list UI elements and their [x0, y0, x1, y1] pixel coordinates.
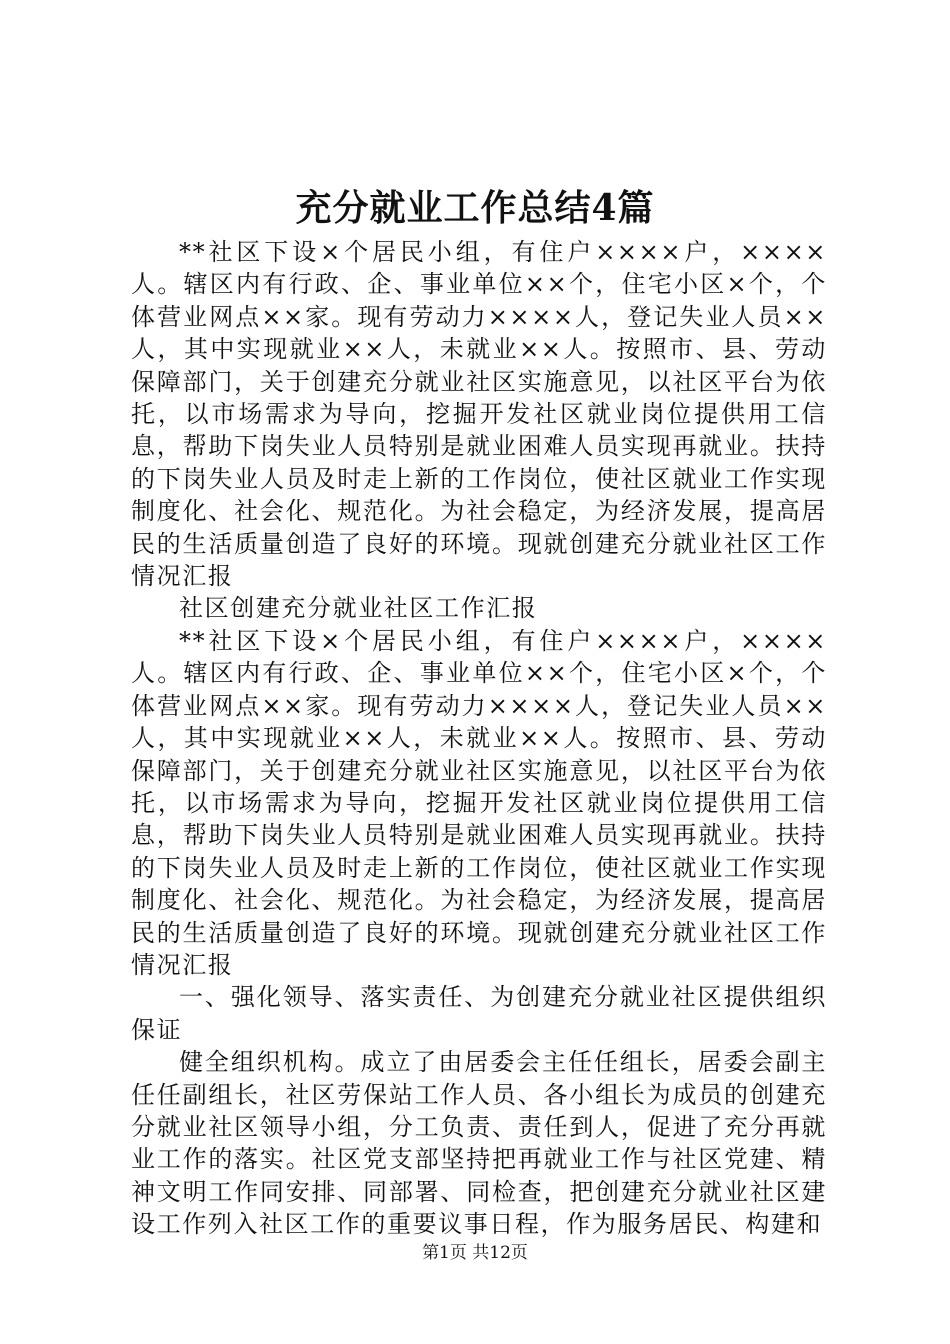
section-heading-1: 一、强化领导、落实责任、为创建充分就业社区提供组织保证: [131, 983, 827, 1044]
document-body: [131, 236, 827, 1241]
paragraph-subheading: 社区创建充分就业社区工作汇报: [179, 594, 538, 623]
paragraph-organization: 健全组织机构。成立了由居委会主任任组长，居委会副主任任副组长，社区劳保站工作人员、各小组长为成员的创建充分就业社区领导小组，分工负责、责任到人，促进了充分再就业工作的落实。社区党支部坚持把再就业工作与社区党建、精神文明工作同安排、同部署、同检查，把创建充分就业社区建设工作列入社区工作的重要议事日程，作为服务居民、构建和: [131, 1048, 827, 1239]
page-footer: 第1页 共12页: [422, 1243, 528, 1263]
paragraph-intro-repeat: **社区下设×个居民小组，有住户××××户，××××人。辖区内有行政、企、事业单位××个，住宅小区×个，个体营业网点××家。现有劳动力××××人，登记失业人员××人，其中实现就业××人，未就业××人。按照市、县、劳动保障部门，关于创建充分就业社区实施意见，以社区平台为依托，以市场需求为导向，挖掘开发社区就业岗位提供用工信息，帮助下岗失业人员特别是就业困难人员实现再就业。扶持的下岗失业人员及时走上新的工作岗位，使社区就业工作实现制度化、社会化、规范化。为社会稳定，为经济发展，提高居民的生活质量创造了良好的环境。现就创建充分就业社区工作情况汇报: [131, 626, 827, 979]
paragraph-intro: **社区下设×个居民小组，有住户××××户，××××人。辖区内有行政、企、事业单位××个，住宅小区×个，个体营业网点××家。现有劳动力××××人，登记失业人员××人，其中实现就业××人，未就业××人。按照市、县、劳动保障部门，关于创建充分就业社区实施意见，以社区平台为依托，以市场需求为导向，挖掘开发社区就业岗位提供用工信息，帮助下岗失业人员特别是就业困难人员实现再就业。扶持的下岗失业人员及时走上新的工作岗位，使社区就业工作实现制度化、社会化、规范化。为社会稳定，为经济发展，提高居民的生活质量创造了良好的环境。现就创建充分就业社区工作情况汇报: [131, 238, 827, 591]
document-title: 充分就业工作总结4篇: [295, 187, 655, 229]
